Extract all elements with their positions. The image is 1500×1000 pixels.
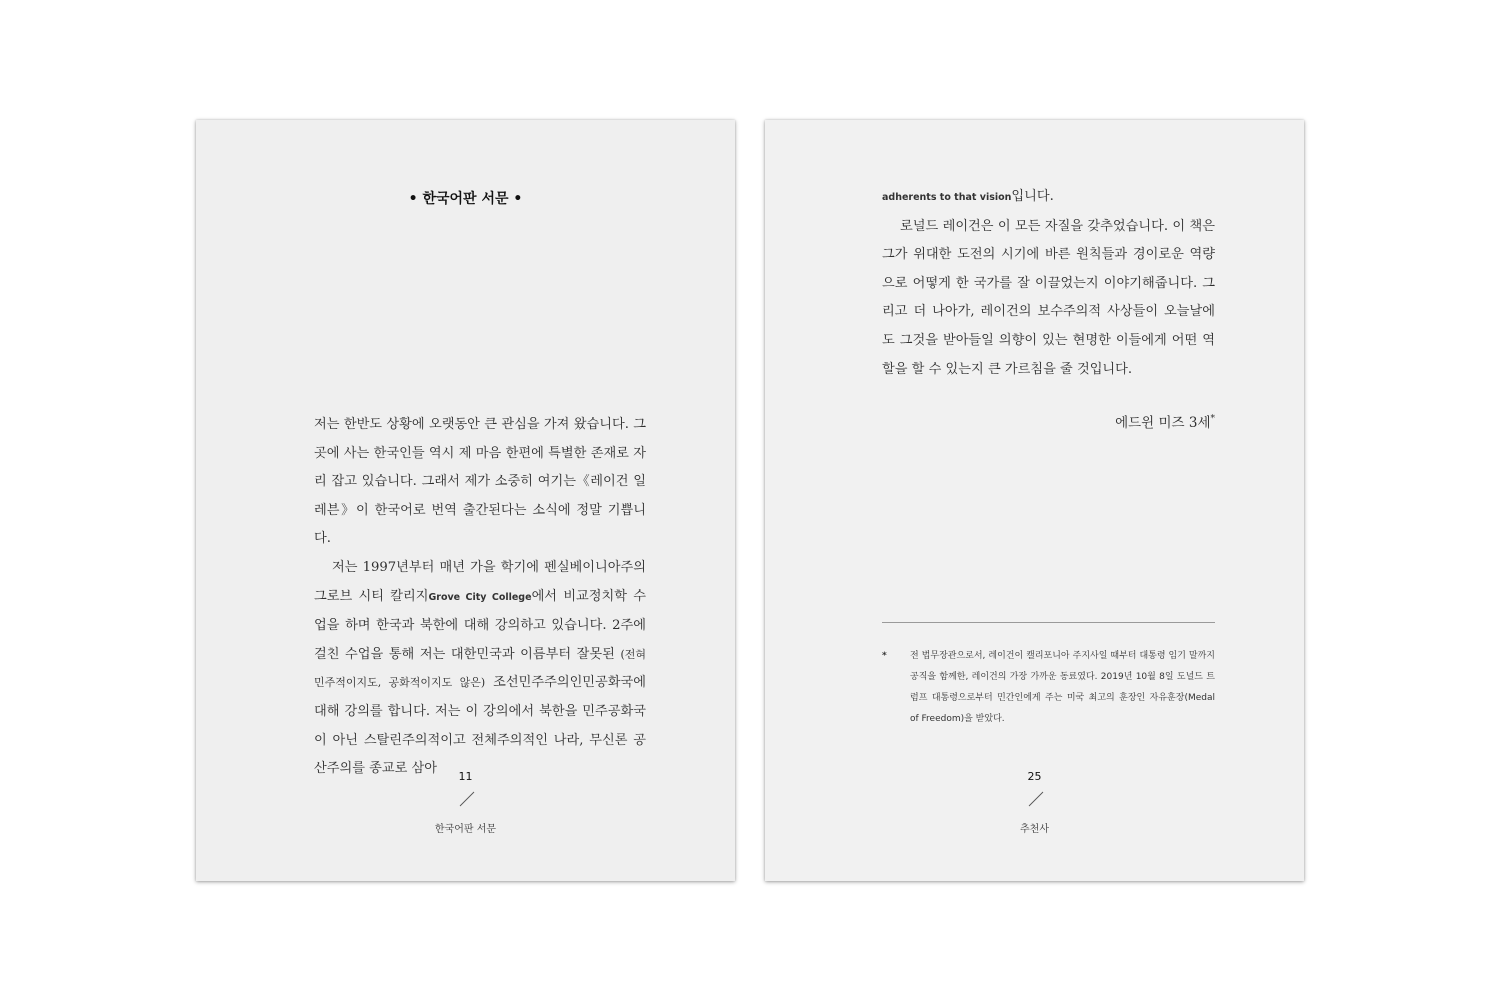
- running-footer: 한국어판 서문: [434, 824, 497, 835]
- page-number: 25: [1027, 770, 1042, 783]
- left-book-page: [196, 120, 735, 881]
- latin-term: Grove City College: [428, 591, 532, 603]
- parenthetical-note: (전혀 민주적이지도, 공화적이지도 않은): [314, 647, 646, 690]
- right-body-text: [882, 183, 1215, 384]
- signature-name: 에드윈 미즈 3세: [1115, 415, 1211, 431]
- footnote-divider: [882, 622, 1215, 623]
- slash-divider-icon: [458, 790, 476, 808]
- author-signature: [1115, 411, 1215, 431]
- paragraph: 로널드 레이건은 이 모든 자질을 갖추었습니다. 이 책은 그가 위대한 도전의 시기에 바른 원칙들과 경이로운 역량으로 어떻게 한 국가를 잘 이끌었는지 이야기해줍니다. 그리고 더 나아가, 레이건의 보수주의적 사상들이 오늘날에도 그것을 받아들일 의향이 있는 현명한 이들에게 어떤 역할을 할 수 있는지 큰 가르침을 줄 것입니다.: [882, 218, 1215, 377]
- page-number: 11: [458, 770, 473, 783]
- running-footer: 추천사: [1020, 824, 1049, 835]
- paragraph: [314, 554, 646, 784]
- paragraph: 저는 한반도 상황에 오랫동안 큰 관심을 가져 왔습니다. 그곳에 사는 한국인들 역시 제 마음 한편에 특별한 존재로 자리 잡고 있습니다. 그래서 제가 소중히 여기는《레이건 일레븐》이 한국어로 번역 출간된다는 소식에 정말 기쁩니다.: [314, 417, 646, 547]
- right-book-page: [765, 120, 1304, 881]
- footnote: [882, 646, 1215, 730]
- paragraph: [882, 183, 1215, 213]
- text-run: 저는 1997년부터 매년 가을 학기에 펜실베이니아주의 그로브 시티 칼리지: [314, 559, 646, 604]
- footnote-reference: *: [1210, 413, 1215, 424]
- slash-divider-icon: [1027, 790, 1045, 808]
- footnote-text: 전 법무장관으로서, 레이건이 캘리포니아 주지사일 때부터 대통령 임기 말까지 공직을 함께한, 레이건의 가장 가까운 동료였다. 2019년 10월 8일 도널드 트럼프 대통령으로부터 민간인에게 주는 미국 최고의 훈장인 자유훈장(Medal of Freedom)을 받았다.: [910, 651, 1215, 724]
- footnote-mark: *: [882, 651, 887, 661]
- text-run: 에서 비교정치학 수업을 하며 한국과 북한에 대해 강의하고 있습니다. 2주에 걸친 수업을 통해 저는 대한민국과 이름부터 잘못된: [314, 588, 647, 662]
- text-run: 입니다.: [1011, 189, 1054, 204]
- latin-term: adherents to that vision: [882, 192, 1012, 203]
- chapter-heading: • 한국어판 서문 •: [408, 191, 523, 207]
- text-run: 조선민주주의인민공화국에 대해 강의를 합니다. 저는 이 강의에서 북한을 민주공화국이 아닌 스탈린주의적이고 전체주의적인 나라, 무신론 공산주의를 종교로 삼아: [314, 675, 646, 777]
- left-body-text: [314, 411, 646, 784]
